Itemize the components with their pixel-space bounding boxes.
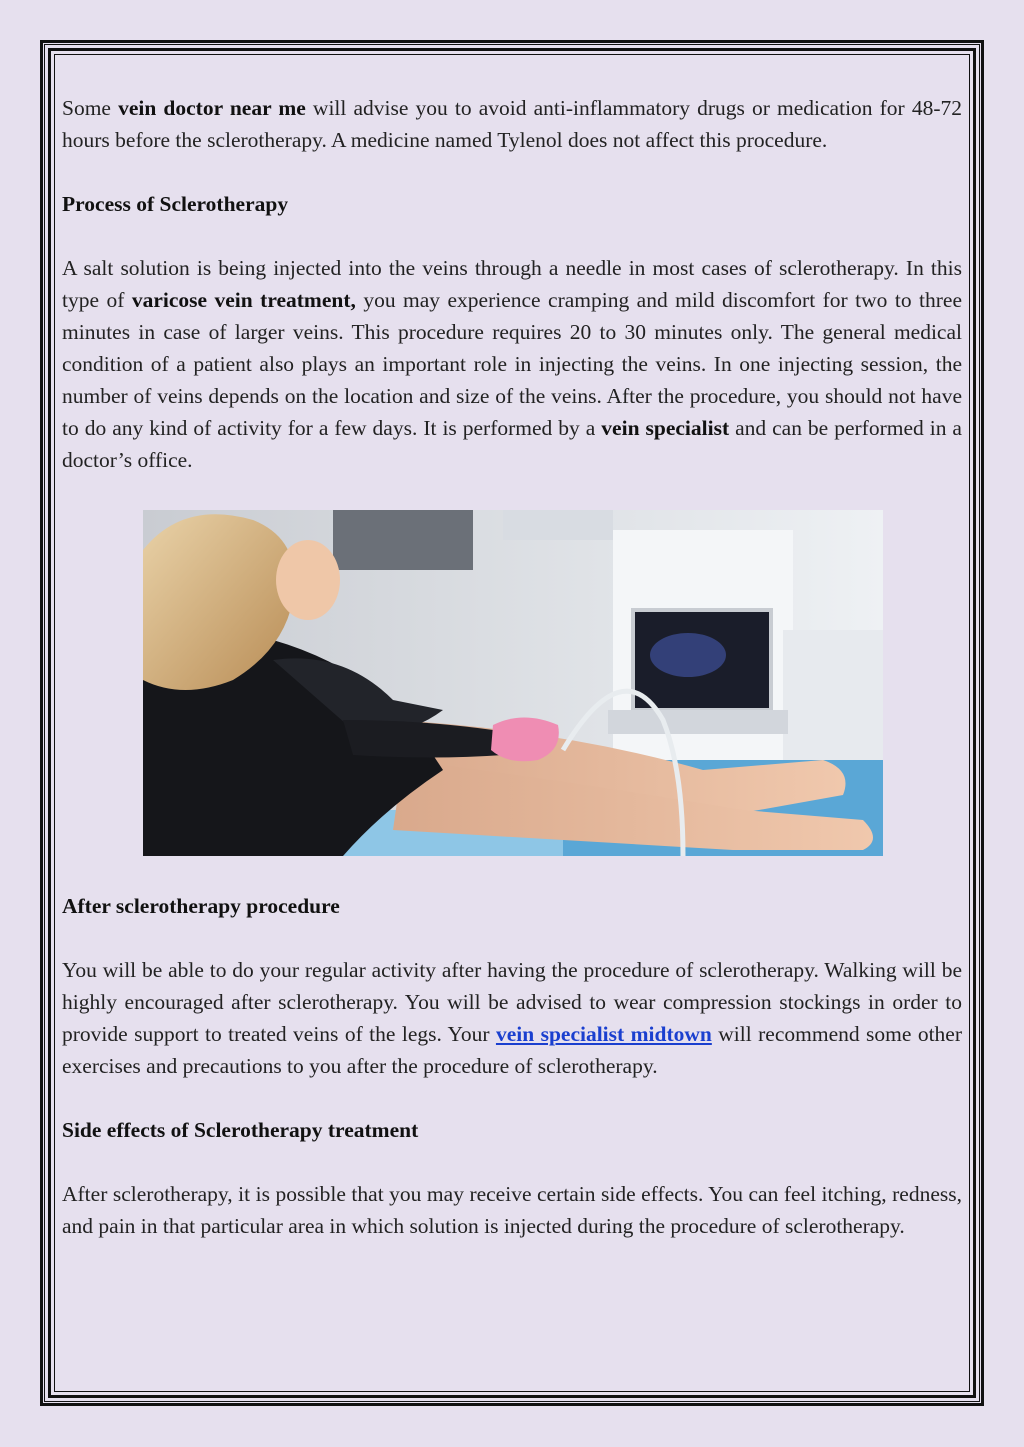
process-paragraph: A salt solution is being injected into the veins through a needle in most cases of sclerotherapy. In this type of varicose vein treatment, you may experience cramping and mild discomfort for two to three minutes in case of larger veins. This procedure requires 20 to 30 minutes only. The general medical condition of a patient also plays an important role in injecting the veins. In one injecting session, the number of veins depends on the location and size of the veins. After the procedure, you should not have to do any kind of activity for a few days. It is performed by a vein specialist and can be performed in a doctor’s office. [62,256,962,472]
sclerotherapy-photo [143,510,883,856]
vein-specialist-midtown-link[interactable]: vein specialist midtown [495,1022,712,1046]
side-effects-paragraph: After sclerotherapy, it is possible that you may receive certain side effects. You can feel itching, redness, and pain in that particular area in which solution is injected during the procedure of sclerotherapy. [62,1182,962,1238]
process-bold-phrase: varicose vein treatment, [131,288,356,312]
after-heading: After sclerotherapy procedure [62,894,340,918]
process-bold-phrase-2: vein specialist [601,416,730,440]
after-paragraph: You will be able to do your regular activity after having the procedure of sclerotherapy. Walking will be highly encouraged after sclerotherapy. You will be advised to wear compression stockings in order to provide support to treated veins of the legs. Your vein specialist midtown will recommend some other exercises and precautions to you after the procedure of sclerotherapy. [62,958,962,1078]
photo-illustration [143,510,883,856]
intro-paragraph: Some vein doctor near me will advise you to avoid anti-inflammatory drugs or medication for 48-72 hours before the sclerotherapy. A medicine named Tylenol does not affect this procedure. [62,96,962,152]
intro-bold-phrase: vein doctor near me [118,96,306,120]
side-effects-heading: Side effects of Sclerotherapy treatment [62,1118,419,1142]
process-heading: Process of Sclerotherapy [62,192,289,216]
document-body [62,92,962,1242]
